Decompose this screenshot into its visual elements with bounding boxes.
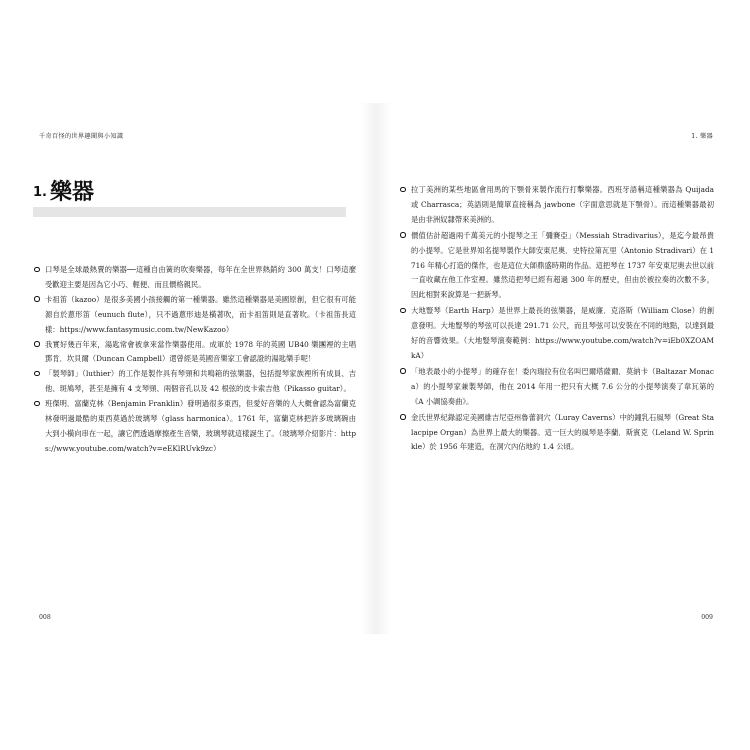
page-number: 008	[39, 614, 51, 621]
fact-item	[34, 293, 356, 338]
chapter-number: 1.	[33, 185, 47, 200]
fact-text: 口琴是全球最熱賣的樂器──這種自由簧的吹奏樂器，每年在全世界熱銷約 300 萬支！口琴這麼受歡迎主要是因為它小巧、輕便、而且價格親民。	[45, 265, 356, 289]
running-head: 千奇百怪的世界趣聞與小知識	[39, 133, 124, 140]
bullet-circle-icon	[34, 296, 40, 302]
fact-list	[400, 183, 714, 456]
book-spread	[22, 103, 730, 634]
fact-item	[34, 367, 356, 397]
left-page	[22, 103, 376, 634]
running-head: 1. 樂器	[691, 133, 713, 140]
chapter-title	[33, 175, 94, 206]
bullet-circle-icon	[34, 371, 40, 377]
bullet-circle-icon	[400, 187, 406, 193]
fact-text: 拉丁美洲的某些地區會用馬的下顎骨來製作流行打擊樂器。西班牙語稱這種樂器為 Quijada 或 Charrasca；英語則是簡單直接稱為 jawbone（字面意思就是下顎骨）。而這種樂器最初是由非洲奴隸帶來美洲的。	[411, 185, 714, 224]
fact-text: 「地表最小的小提琴」的確存在！委內瑞拉有位名叫巴爾塔薩爾．莫納卡（Baltazar Monaca）的小提琴家兼製琴師，他在 2014 年用一把只有大概 7.6 公分的小提琴演奏了韋瓦第的《A 小調協奏曲》。	[411, 366, 714, 406]
fact-item	[34, 338, 356, 368]
fact-text: 「製琴師」（luthier）的工作是製作具有琴頸和共鳴箱的弦樂器，包括提琴家族裡所有成員、吉他、斑鳩琴，甚至是擁有 4 支琴頸、兩個音孔以及 42 根弦的皮卡索吉他（Pikasso guitar）。	[45, 369, 356, 394]
title-underline-bar	[33, 207, 346, 217]
right-page	[376, 103, 730, 634]
fact-item	[400, 183, 714, 228]
bullet-circle-icon	[400, 232, 406, 238]
fact-text: 金氏世界紀錄認定美國維吉尼亞州魯蕾洞穴（Luray Caverns）中的鐘乳石風琴（Great Stalacpipe Organ）為世界上最大的樂器。這一巨大的風琴是李蘭．斯賓克（Leland W. Sprinkle）於 1956 年建造，在洞穴內佔地約 1.4 公頃。	[411, 412, 714, 452]
fact-item	[400, 411, 714, 456]
bullet-circle-icon	[400, 368, 406, 374]
fact-text: 卡祖笛（kazoo）是很多美國小孩接觸的第一種樂器。雖然這種樂器是美國原創，但它很有可能源自於蔥形笛（eunuch flute），只不過蔥形迪是橫著吹，而卡祖笛則是直著吹。（卡祖笛長這樣：https://www.fantasymusic.com.tw/NewKazoo）	[45, 294, 356, 334]
fact-text: 價值估計超過兩千萬美元的小提琴之王「彌賽亞」（Messiah Stradivarius），是迄今最昂貴的小提琴。它是世界知名提琴製作大師安東尼奧．史特拉第瓦里（Antonio Stradivari）在 1716 年精心打造的傑作，也是這位大師鼎盛時期的作品。這把琴在 1737 年安東尼奧去世以前一直收藏在他工作室裡。雖然這把琴已經有超過 300 年的歷史，但由於被拉奏的次數不多，因此相對來說算是一把新琴。	[411, 230, 714, 300]
chapter-title-text: 樂器	[49, 180, 94, 205]
bullet-circle-icon	[34, 401, 40, 407]
fact-text: 我實好幾百年來，湯匙常會被拿來當作樂器使用。成軍於 1978 年的英國 UB40 樂團裡的主唱鄧肯．坎貝爾（Duncan Campbell）還曾經是英國音樂家工會認證的湯匙樂手呢！	[45, 339, 356, 364]
bullet-circle-icon	[400, 308, 406, 314]
fact-text: 大地豎琴（Earth Harp）是世界上最長的弦樂器，是威廉．克洛斯（William Close）的創意發明。大地豎琴的琴弦可以長達 291.71 公尺，而且琴弦可以安裝在不同的地點，以達到最好的音響效果。（大地豎琴演奏範例：https://www.youtube.com/watch?v=iEb0XZOAMkA）	[411, 306, 714, 360]
fact-item	[400, 304, 714, 364]
fact-text: 班傑明．富蘭克林（Benjamin Franklin）發明過很多東西，但愛好音樂的人大概會認為富蘭克林發明過最酷的東西莫過於玻璃琴（glass harmonica）。1761 年，富蘭克林把許多玻璃碗由大到小橫向串在一起，讓它們透過摩擦產生音樂，玻璃琴就這樣誕生了。（玻璃琴介紹影片：https://www.youtube.com/watch?v=eEKlRUvk9zc）	[45, 399, 356, 453]
bullet-circle-icon	[400, 414, 406, 420]
bullet-circle-icon	[34, 341, 40, 347]
bullet-circle-icon	[34, 267, 40, 273]
fact-list	[34, 263, 356, 457]
fact-item	[34, 397, 356, 457]
fact-item	[400, 229, 714, 304]
fact-item	[400, 365, 714, 410]
fact-item	[34, 263, 356, 293]
page-number: 009	[701, 614, 713, 621]
